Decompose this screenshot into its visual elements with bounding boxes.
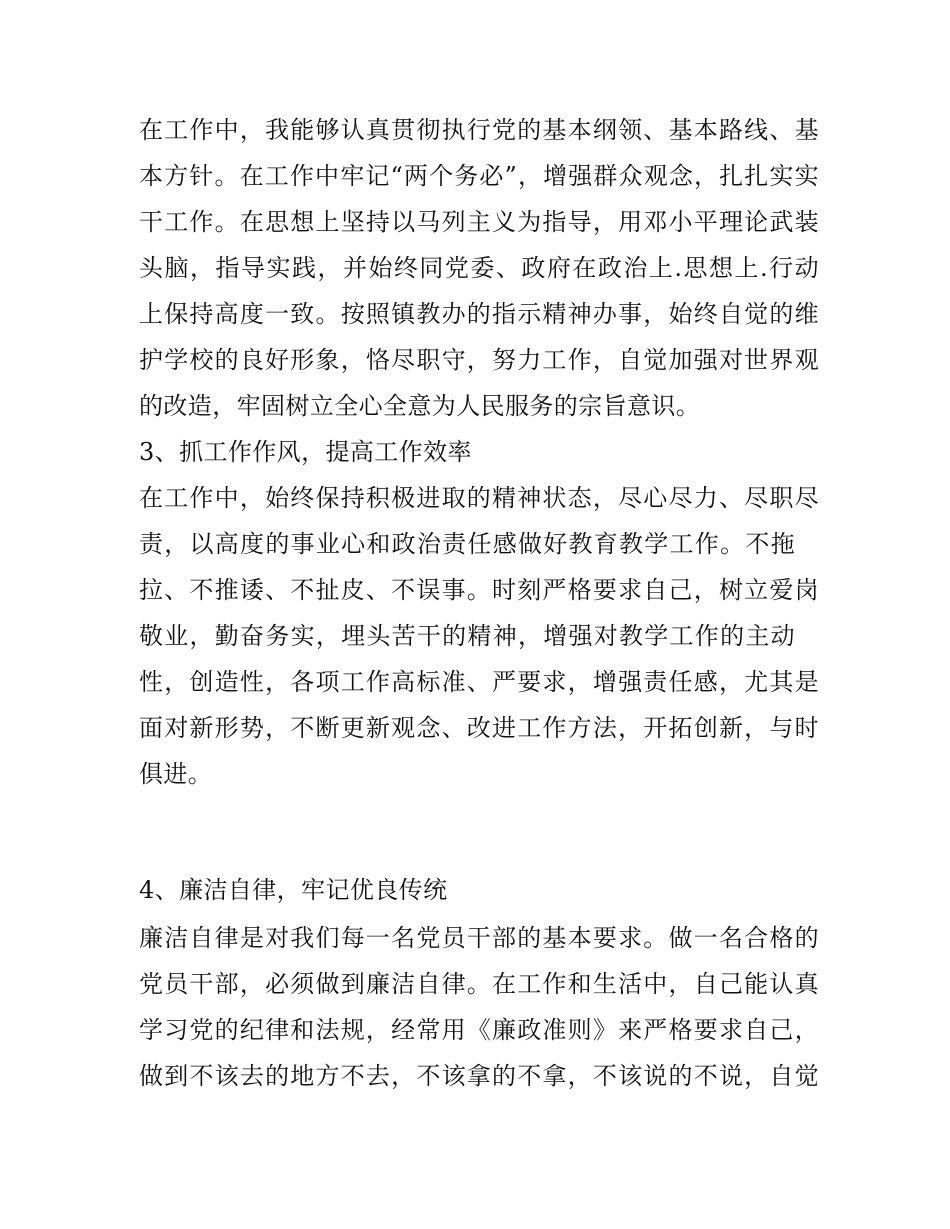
section-heading-4: 4、廉洁自律，牢记优良传统	[139, 876, 448, 904]
text-line: 做到不该去的地方不去，不该拿的不拿，不该说的不说，自觉	[139, 1062, 819, 1090]
text-line: 面对新形势，不断更新观念、改进工作方法，开拓创新，与时	[139, 714, 819, 742]
text-line: 俱进。	[139, 760, 213, 788]
section-heading: 3、抓工作作风，提高工作效率	[139, 438, 472, 466]
text-line: 廉洁自律是对我们每一名党员干部的基本要求。做一名合格的	[139, 924, 819, 952]
text-line: 拉、不推诿、不扯皮、不误事。时刻严格要求自己，树立爱岗	[139, 576, 819, 604]
text-line: 在工作中，我能够认真贯彻执行党的基本纲领、基本路线、基	[139, 116, 819, 144]
text-line: 上保持高度一致。按照镇教办的指示精神办事，始终自觉的维	[139, 300, 819, 328]
text-line: 干工作。在思想上坚持以马列主义为指导，用邓小平理论武装	[139, 208, 819, 236]
text-line: 本方针。在工作中牢记“两个务必”，增强群众观念，扎扎实实	[139, 162, 819, 190]
text-line: 在工作中，始终保持积极进取的精神状态，尽心尽力、尽职尽	[139, 484, 819, 512]
text-line: 学习党的纪律和法规，经常用《廉政准则》来严格要求自己，	[139, 1016, 819, 1044]
text-line: 护学校的良好形象，恪尽职守，努力工作，自觉加强对世界观	[139, 346, 819, 374]
text-line: 敬业，勤奋务实，埋头苦干的精神，增强对教学工作的主动	[139, 622, 795, 650]
text-line: 的改造，牢固树立全心全意为人民服务的宗旨意识。	[139, 392, 701, 420]
text-line: 性，创造性，各项工作高标准、严要求，增强责任感，尤其是	[139, 668, 819, 696]
text-line: 党员干部，必须做到廉洁自律。在工作和生活中，自己能认真	[139, 970, 819, 998]
text-line: 责，以高度的事业心和政治责任感做好教育教学工作。不拖	[139, 530, 795, 558]
text-line: 头脑，指导实践，并始终同党委、政府在政治上.思想上.行动	[139, 254, 819, 282]
